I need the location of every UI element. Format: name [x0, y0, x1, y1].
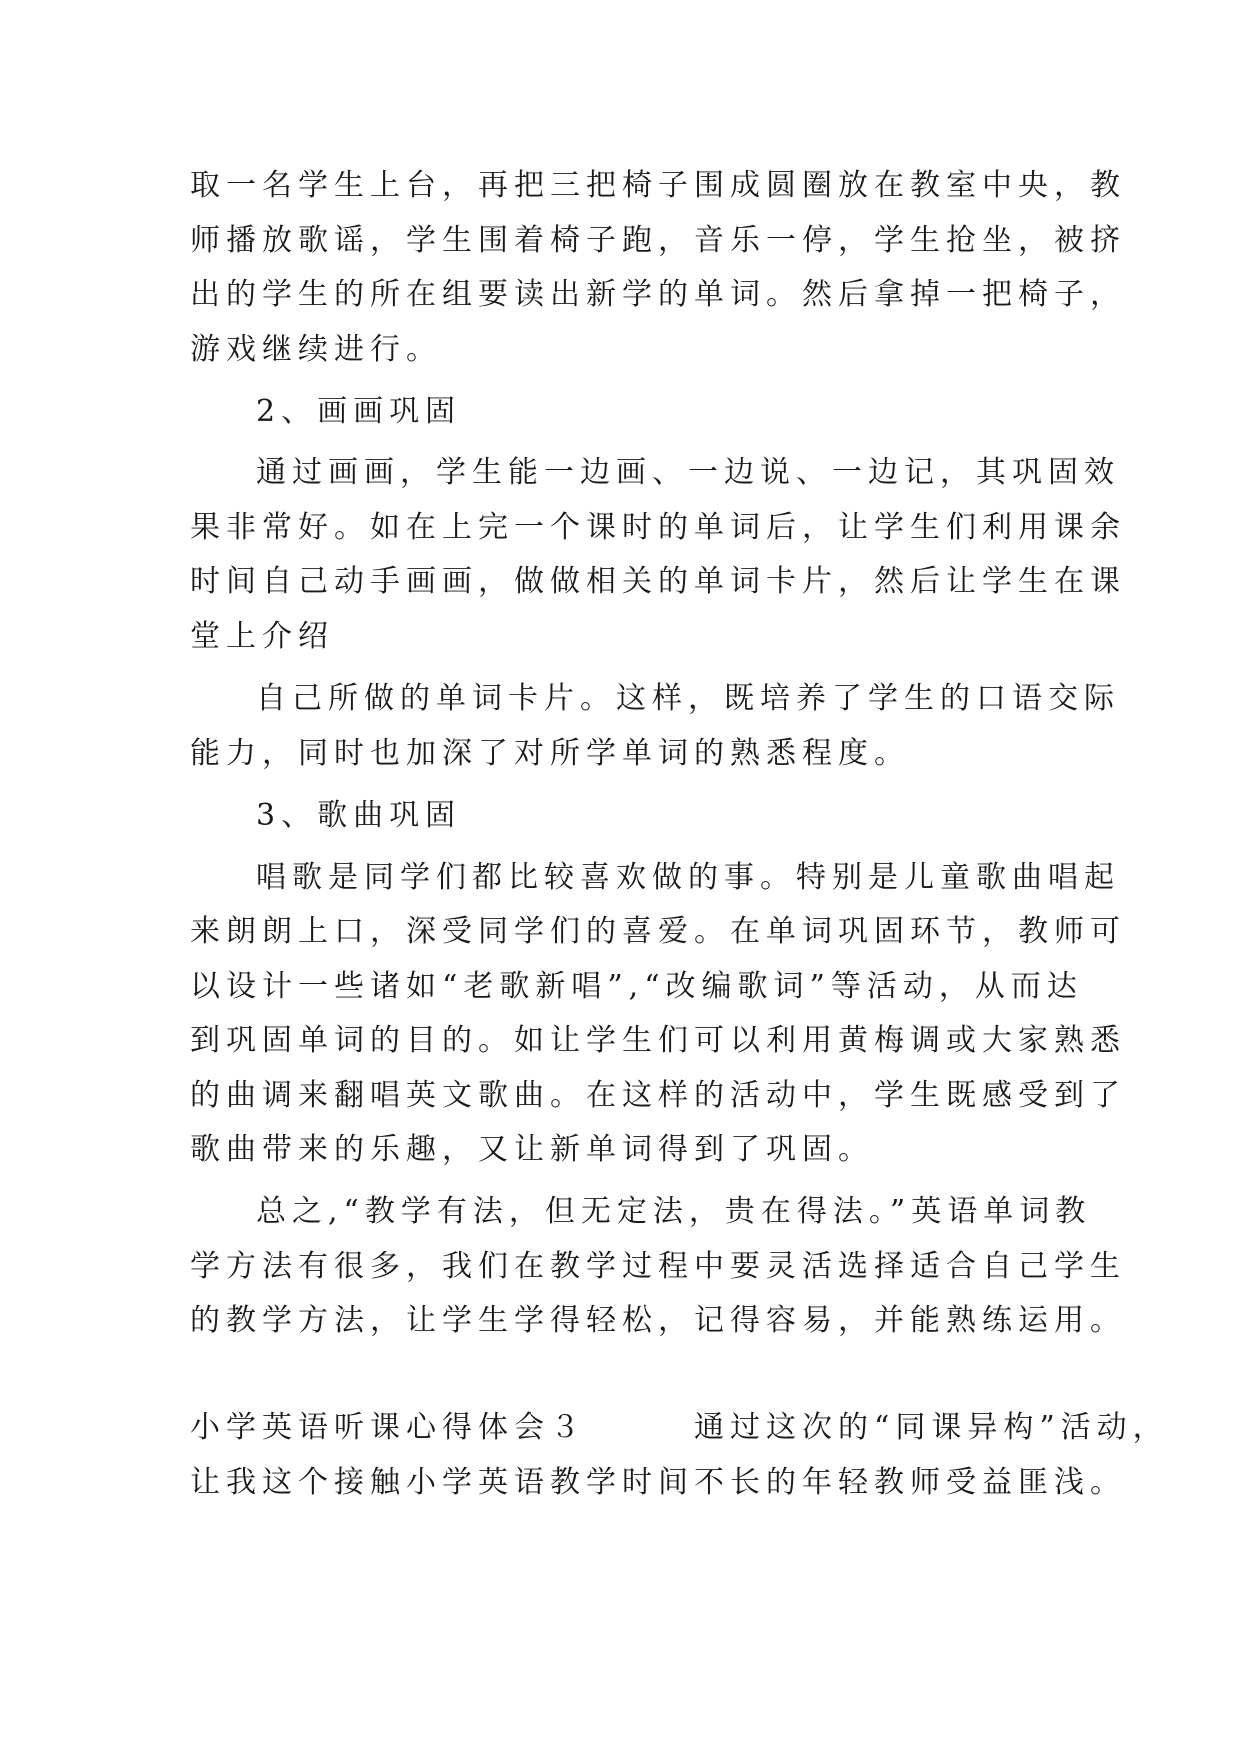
text-line: 让我这个接触小学英语教学时间不长的年轻教师受益匪浅。	[190, 1465, 1126, 1500]
text-line: 时间自己动手画画，做做相关的单词卡片，然后让学生在课	[190, 564, 1126, 599]
paragraph-first-line: 自己所做的单词卡片。这样，既培养了学生的口语交际	[256, 681, 1120, 716]
text-line: 以设计一些诸如“老歌新唱”,“改编歌词”等活动，从而达	[190, 969, 1083, 1004]
paragraph-first-line: 通过画画，学生能一边画、一边说、一边记，其巩固效	[256, 455, 1120, 490]
text-line: 的教学方法，让学生学得轻松，记得容易，并能熟练运用。	[190, 1303, 1126, 1338]
text-line: 师播放歌谣，学生围着椅子跑，音乐一停，学生抢坐，被挤	[190, 223, 1126, 258]
text-line: 到巩固单词的目的。如让学生们可以利用黄梅调或大家熟悉	[190, 1023, 1126, 1058]
section-heading: 3、歌曲巩固	[256, 798, 462, 833]
text-line: 果非常好。如在上完一个课时的单词后，让学生们利用课余	[190, 510, 1126, 545]
article-title-line: 小学英语听课心得体会３ 通过这次的“同课异构”活动，	[190, 1410, 1169, 1445]
text-line: 学方法有很多，我们在教学过程中要灵活选择适合自己学生	[190, 1249, 1126, 1284]
text-line: 堂上介绍	[190, 619, 334, 654]
text-line: 的曲调来翻唱英文歌曲。在这样的活动中，学生既感受到了	[190, 1078, 1126, 1113]
text-line: 来朗朗上口，深受同学们的喜爱。在单词巩固环节，教师可	[190, 914, 1126, 949]
text-line: 取一名学生上台，再把三把椅子围成圆圈放在教室中央，教	[190, 168, 1126, 203]
text-line: 出的学生的所在组要读出新学的单词。然后拿掉一把椅子，	[190, 277, 1126, 312]
section-heading: 2、画画巩固	[256, 394, 462, 429]
text-line: 歌曲带来的乐趣，又让新单词得到了巩固。	[190, 1132, 874, 1167]
text-line: 能力，同时也加深了对所学单词的熟悉程度。	[190, 736, 910, 771]
paragraph-first-line: 唱歌是同学们都比较喜欢做的事。特别是儿童歌曲唱起	[256, 860, 1120, 895]
text-line: 游戏继续进行。	[190, 332, 442, 367]
paragraph-first-line: 总之,“教学有法，但无定法，贵在得法。”英语单词教	[256, 1194, 1092, 1229]
